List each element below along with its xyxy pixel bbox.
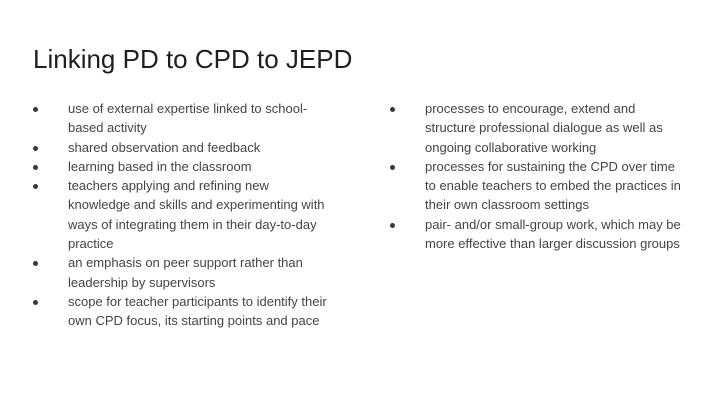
list-item [32,253,328,292]
bullet-dot-icon [390,165,395,170]
bullet-text: use of external expertise linked to school-based activity [68,101,308,136]
bullet-text: scope for teacher participants to identify their own CPD focus, its starting points and pace [68,293,327,329]
bullet-text: pair- and/or small-group work, which may be more effective than larger discussion groups [425,216,681,252]
bullet-dot-icon [390,223,395,228]
bullet-text: shared observation and feedback [68,139,261,155]
right-bullet-list [389,99,685,253]
bullet-dot-icon [33,184,38,189]
bullet-text: learning based in the classroom [68,158,252,174]
slide-title: Linking PD to CPD to JEPD [33,44,353,74]
bullet-dot-icon [33,261,38,266]
list-item [32,99,328,138]
bullet-text: teachers applying and refining new knowledge and skills and experimenting with ways of integrating them in their day-to-day practice [68,178,325,252]
bullet-dot-icon [33,107,38,112]
bullet-text: processes for sustaining the CPD over time to enable teachers to embed the practices in their own classroom settings [425,158,681,213]
list-item [32,138,328,157]
left-bullet-list [32,99,328,331]
list-item [32,157,328,176]
bullet-dot-icon [33,300,38,305]
list-item [389,215,685,254]
bullet-dot-icon [33,146,38,151]
bullet-text: processes to encourage, extend and structure professional dialogue as well as ongoing collaborative working [425,101,663,155]
bullet-dot-icon [390,107,395,112]
list-item [389,99,685,157]
list-item [32,292,328,331]
list-item [32,176,328,253]
bullet-text: an emphasis on peer support rather than leadership by supervisors [68,255,303,290]
bullet-dot-icon [33,165,38,170]
list-item [389,157,685,215]
